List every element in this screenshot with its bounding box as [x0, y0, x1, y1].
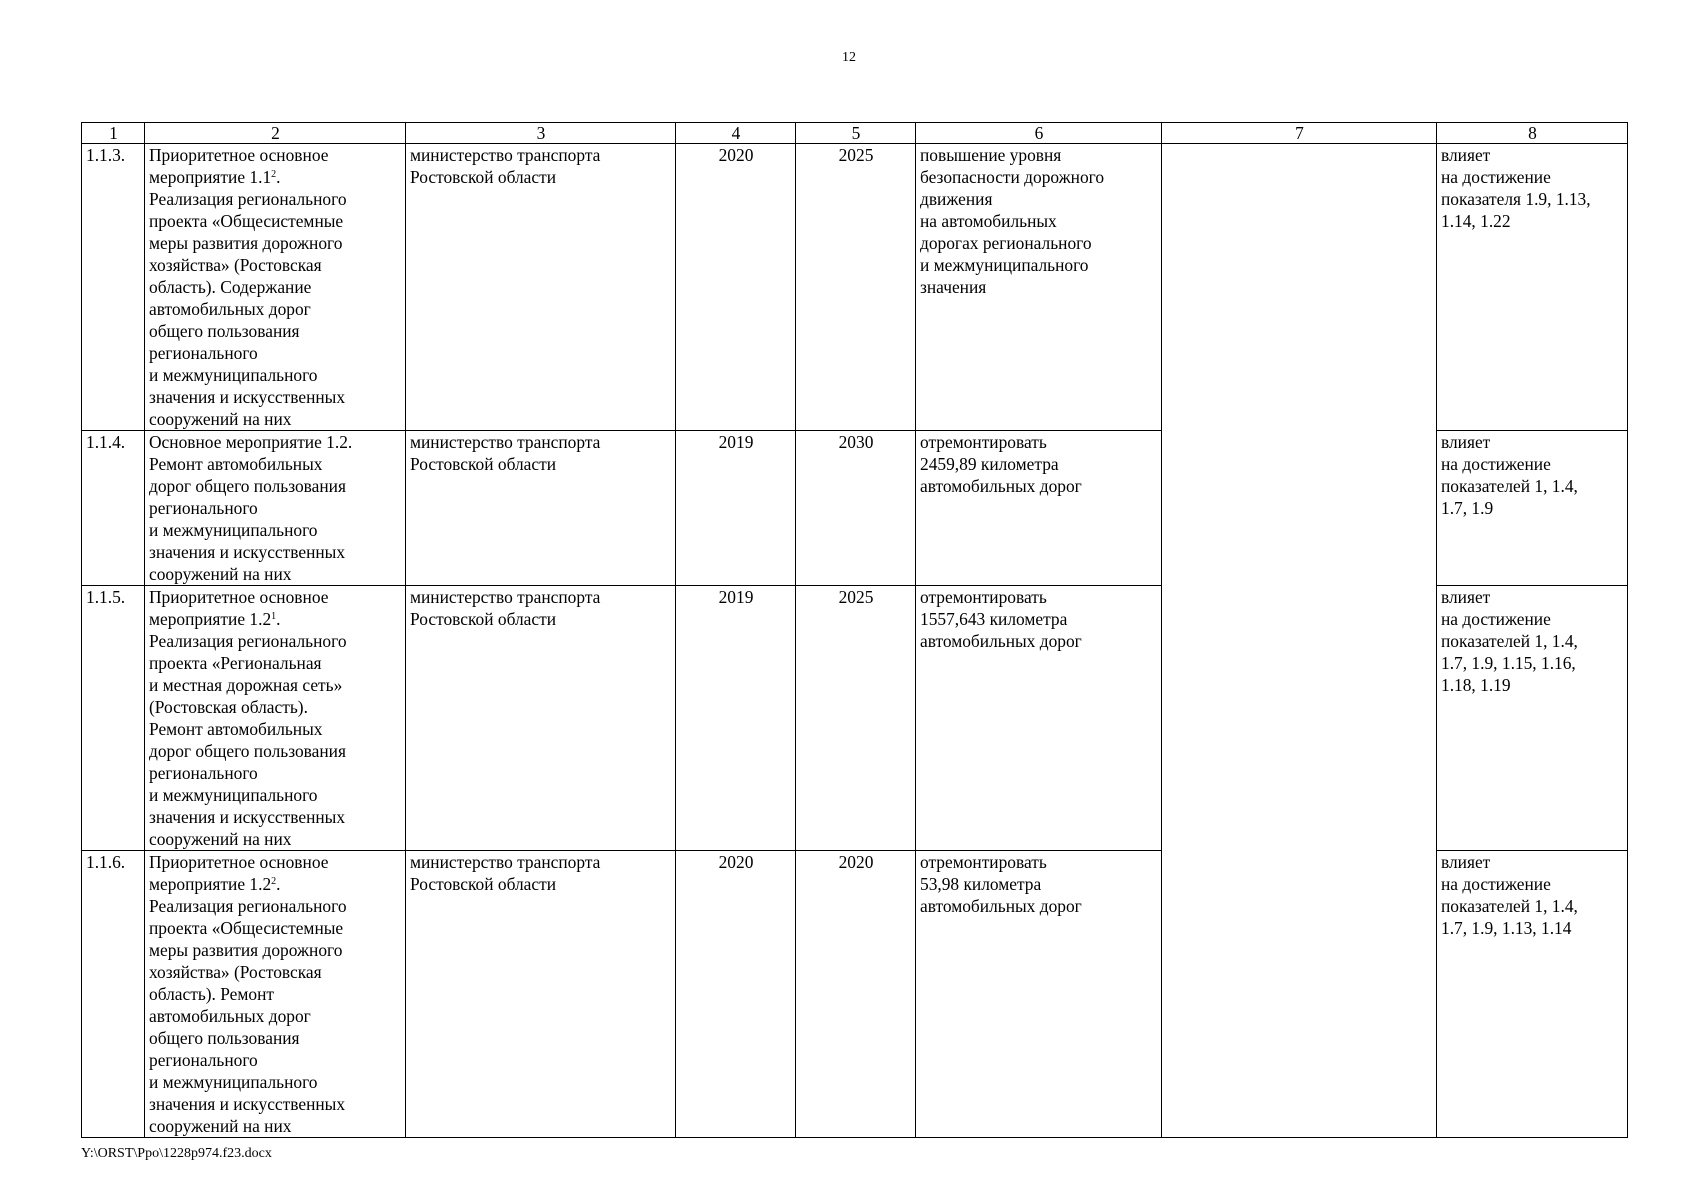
- start-year: 2019: [676, 586, 796, 851]
- expected-result: отремонтировать 2459,89 километра автомобильных дорог: [916, 431, 1162, 586]
- end-year: 2025: [796, 586, 916, 851]
- column-header: 3: [406, 123, 676, 144]
- end-year: 2030: [796, 431, 916, 586]
- column-header: 5: [796, 123, 916, 144]
- row-number: 1.1.3.: [82, 144, 145, 431]
- column-header: 1: [82, 123, 145, 144]
- column-header: 8: [1437, 123, 1628, 144]
- indicator-impact: влияет на достижение показателей 1, 1.4, 1.7, 1.9, 1.13, 1.14: [1437, 851, 1628, 1138]
- executor: министерство транспорта Ростовской области: [406, 431, 676, 586]
- indicator-impact: влияет на достижение показателей 1, 1.4, 1.7, 1.9, 1.15, 1.16, 1.18, 1.19: [1437, 586, 1628, 851]
- executor: министерство транспорта Ростовской области: [406, 851, 676, 1138]
- activity-name-text: . Реализация регионального проекта «Общесистемные меры развития дорожного хозяйства» (Ростовская область). Содержание автомобильных дорог общего пользования регионального и межмуниципального значения и искусственных сооружений на них: [149, 167, 347, 429]
- expected-result: отремонтировать 1557,643 километра автомобильных дорог: [916, 586, 1162, 851]
- empty-merged-cell: [1162, 144, 1437, 1138]
- activity-name-text: Основное мероприятие 1.2. Ремонт автомобильных дорог общего пользования регионального и межмуниципального значения и искусственных сооружений на них: [149, 432, 353, 584]
- column-header: 6: [916, 123, 1162, 144]
- column-number-row: [82, 123, 1628, 144]
- activity-name-text: Приоритетное основное мероприятие 1.2: [149, 852, 329, 894]
- activity-name: [145, 431, 406, 586]
- executor: министерство транспорта Ростовской области: [406, 144, 676, 431]
- column-header: 7: [1162, 123, 1437, 144]
- activity-name: [145, 586, 406, 851]
- page-number: 12: [842, 50, 856, 65]
- start-year: 2020: [676, 851, 796, 1138]
- executor: министерство транспорта Ростовской области: [406, 586, 676, 851]
- activity-name-text: Приоритетное основное мероприятие 1.1: [149, 145, 329, 187]
- superscript: 2: [271, 169, 277, 180]
- activity-name-text: . Реализация регионального проекта «Общесистемные меры развития дорожного хозяйства» (Ростовская область). Ремонт автомобильных дорог общего пользования регионального и межмуниципального значения и искусственных сооружений на них: [149, 874, 347, 1136]
- document-file-path: Y:\ORST\Ppo\1228p974.f23.docx: [81, 1146, 272, 1161]
- column-header: 4: [676, 123, 796, 144]
- program-activities-table: [81, 122, 1628, 1138]
- end-year: 2025: [796, 144, 916, 431]
- superscript: 2: [271, 876, 277, 887]
- row-number: 1.1.4.: [82, 431, 145, 586]
- column-header: 2: [145, 123, 406, 144]
- activity-name-text: . Реализация регионального проекта «Региональная и местная дорожная сеть» (Ростовская область). Ремонт автомобильных дорог общего пользования регионального и межмуниципального значения и искусственных сооружений на них: [149, 609, 347, 849]
- start-year: 2019: [676, 431, 796, 586]
- start-year: 2020: [676, 144, 796, 431]
- row-number: 1.1.6.: [82, 851, 145, 1138]
- expected-result: повышение уровня безопасности дорожного движения на автомобильных дорогах регионального и межмуниципального значения: [916, 144, 1162, 431]
- activity-name-text: Приоритетное основное мероприятие 1.2: [149, 587, 329, 629]
- table-row: [82, 144, 1628, 431]
- end-year: 2020: [796, 851, 916, 1138]
- expected-result: отремонтировать 53,98 километра автомобильных дорог: [916, 851, 1162, 1138]
- activity-name: [145, 144, 406, 431]
- indicator-impact: влияет на достижение показателей 1, 1.4, 1.7, 1.9: [1437, 431, 1628, 586]
- indicator-impact: влияет на достижение показателя 1.9, 1.13, 1.14, 1.22: [1437, 144, 1628, 431]
- activity-name: [145, 851, 406, 1138]
- superscript: 1: [271, 611, 277, 622]
- row-number: 1.1.5.: [82, 586, 145, 851]
